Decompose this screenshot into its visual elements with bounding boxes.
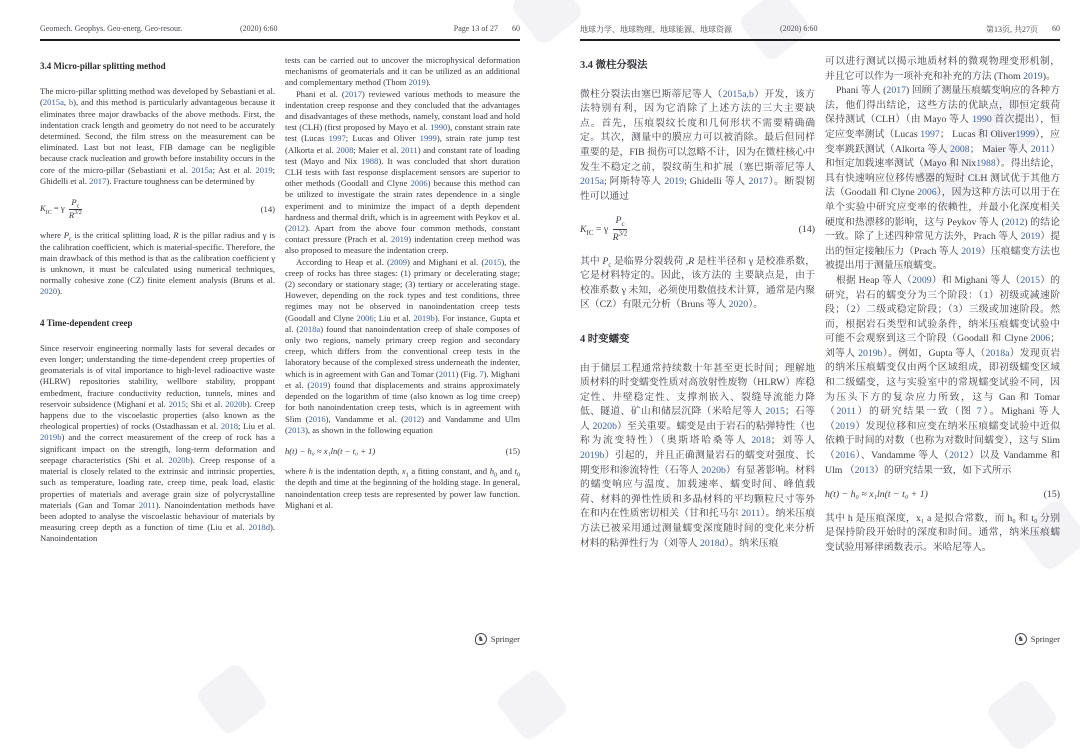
equation: $K_{IC} = \gamma$ $\frac{P_c}{R^{3/2}}$ (14) <box>580 214 815 245</box>
math-variable: h <box>308 466 313 477</box>
equation: h(t) − h₀ ≈ x₁ln(t − t₀ + 1) (15) <box>285 445 520 456</box>
citation-link[interactable]: 2020b <box>168 454 190 465</box>
citation-link[interactable]: 2019b <box>580 450 605 462</box>
paragraph: tests can be carried out to uncover the microphysical deformation mechanisms of geomaterials and it can be utilized as an additional and complementary method (Thom 2019). <box>285 55 520 88</box>
paragraph: 由于储层工程通常持续数十年甚至更长时间；理解地质材料的时变蠕变性质对高放射性废物（HLRW）库稳定性、井壁稳定性、支撑剂嵌入、裂缝导流能力降低、隧道、矿山和储层沉降（米哈尼等人 2015；石等人 2020b）至关重要。蠕变是由于岩石的粘弹特性（也称为流变特性）（奥斯塔哈桑等人 2018；刘等人 2019b）引起的，并且正确测量岩石的蠕变对强度、长期变形和渗流特性（石等人 2020b）有显著影响。材料的蠕变响应与温度、加载速率、蠕变时间、峰值载荷、材料的弹性性质和多晶材料的平均颗粒尺寸等外在和内在性质密切相关（甘和托马尔 2011）。纳米压痕方法已被采用通过测量蠕变深度随时间的变化来分析材料的粘弹性行为（刘等人 2018d）。纳米压痕 <box>580 362 816 549</box>
springer-logo-icon: ♞ <box>1015 633 1027 645</box>
journal-title: 地球力学、地球物理、地球能源、地球资源 <box>580 25 732 34</box>
text-columns <box>580 55 1060 556</box>
running-header <box>40 24 520 36</box>
citation-link[interactable]: 2017 <box>89 175 107 186</box>
math-variable: P <box>615 215 622 227</box>
math-variable: K <box>40 203 46 214</box>
citation-link[interactable]: 2015 <box>765 406 785 418</box>
math-variable: P <box>71 197 77 208</box>
citation-link[interactable]: 2018 <box>751 435 771 447</box>
paragraph: 其中 h 是压痕深度，x₁ a 是拟合常数，而 h₀ 和 t₀ 分别是保持阶段开始时的深度和时间。通常，纳米压痕蠕变试验用幂律函数表示。米哈尼等人。 <box>825 512 1060 553</box>
paragraph: where h is the indentation depth, $x_1$ a fitting constant, and $h_0$ and $t_0$ the depth and time at the beginning of the holding stage. In general, nanoindentation creep tests are represented by power law function. Mighani et al. <box>285 466 520 510</box>
paragraph: Since reservoir engineering normally lasts for several decades or even longer; understanding the time-dependent creep properties of geomaterials is of vital importance to high-level radioactive waste (HLRW) repositories stability, wellbore stability, proppant embedment, fracture conductivity reduction, tunnels, mines and reservoir subsidence (Mighani et al. 2015; Shi et al. 2020b). Creep happens due to the viscoelastic properties (also known as the rheological properties) of rocks (Ostadhassan et al. 2018; Liu et al. 2019b) and the correct measurement of the creep of rock has a significant impact on the strength, long-term deformation and seepage characteristics (Shi et al. 2020b). Creep response of a material is closely related to the extrinsic and intrinsic properties, such as temperature, loading rate, creep time, peak load, elastic properties of materials and average grain size of polycrystalline materials (Gan and Tomar 2011). Nanoindentation methods have been adopted to analyse the viscoelastic behaviour of materials by measuring creep depth as a function of time (Liu et al. 2018d). Nanoindentation <box>40 342 276 544</box>
running-header <box>580 24 1060 36</box>
math-variable: R <box>68 210 75 221</box>
paragraph: 微柱分裂法由塞巴斯蒂尼等人（2015a,b）开发，该方法特别有利，因为它消除了上述方法的三大主要缺点。首先，压痕裂纹长度和几何形状不需要精确确定。其次，测量中的膜应力可以被消除。最后但同样重要的是，FIB 损伤可以忽略不计，因为在微柱核心中发生不稳定之前，裂纹萌生和扩展（塞巴斯蒂尼等人 2015a; 阿斯特等人 2019; Ghidelli 等人 2017）。断裂韧性可以通过 <box>580 88 816 202</box>
citation-link[interactable]: 2012 <box>403 413 422 424</box>
fraction: $\frac{P_c}{R^{3/2}}$ <box>68 197 82 221</box>
citation-link[interactable]: 1988 <box>361 155 379 166</box>
citation-link[interactable]: 2006 <box>917 187 937 199</box>
citation-link[interactable]: 2018a <box>299 323 321 334</box>
header-rule <box>580 39 1060 41</box>
citation-link[interactable]: 2018d <box>700 537 725 549</box>
page-english <box>0 0 540 727</box>
publisher-footer <box>1015 633 1060 645</box>
citation-link[interactable]: 2009 <box>389 256 408 267</box>
publisher-name: Springer <box>490 634 520 644</box>
citation-link[interactable]: 7 <box>479 368 484 379</box>
citation-link[interactable]: 1997 <box>920 128 940 140</box>
math-variable: R <box>688 255 695 267</box>
math-variable: R <box>612 231 619 243</box>
equation: h(t) − h₀ ≈ x₁ln(t − t₀ + 1) (15) <box>825 488 1060 503</box>
citation-link[interactable]: 2020b <box>225 398 247 409</box>
citation-link[interactable]: 2006 <box>410 178 428 189</box>
citation-link[interactable]: 2016 <box>308 413 326 424</box>
paragraph: 其中 $P_c$ 是临界分裂载荷 ,R 是柱半径和 γ 是校准系数，它是材料特定的。因此，该方法的 主要缺点是，由于校准系数 γ 未知，必须使用数值技术计算，通常是内聚区（CZ）有限元分析（Bruns 等人 2020）。 <box>580 255 815 311</box>
section-heading: 3.4 微柱分裂法 <box>580 60 648 71</box>
article-number: 60 <box>1052 24 1060 33</box>
math-variable: h <box>489 466 494 477</box>
citation-link[interactable]: 2020 <box>40 286 58 297</box>
citation-link[interactable]: 2020b <box>592 420 617 432</box>
citation-link[interactable]: 1999 <box>1015 128 1036 140</box>
math-variable: K <box>580 224 587 236</box>
column-left <box>580 55 815 556</box>
citation-link[interactable]: 1999 <box>419 133 437 144</box>
citation-link[interactable]: 2016 <box>835 450 855 462</box>
springer-logo-icon: ♞ <box>475 633 487 645</box>
paragraph: Phani et al. (2017) reviewed various methods to measure the indentation creep response and they concluded that the advantages and disadvantages of these methods, namely, constant load and hold test (CLH) (first proposed by Mayo et al. 1990), constant strain rate test (Lucas 1997; Lucas and Oliver 1999), strain rate jump test (Alkorta et al. 2008; Maier et al. 2011) and constant rate of loading test (Mayo and Nix 1988). It was concluded that short duration CLH tests with fast response displacement sensors are superior to other methods (Goodall and Clyne 2006) because this method can be utilized to investigate the strain rates dependence in a single experiment and to minimize the impact of a depth dependent hardness and thermal drift, which is in agreement with Peykov et al. (2012). Apart from the above four common methods, constant contact pressure (Prach et al. 2019) indentation creep method was also proposed to measure the indentation creep. <box>285 88 520 256</box>
paragraph: 可以进行测试以揭示地质材料的微观物理变形机制，并且它可以作为一项补充和补充的方法 (Thom 2019)。 <box>825 56 1060 82</box>
equation-number: (15) <box>1043 489 1060 501</box>
equation: $K_{IC} = \gamma$ $\frac{P_c}{R^{3/2}}$ (14) <box>40 197 275 221</box>
citation-link[interactable]: 2011 <box>400 144 418 155</box>
column-right <box>825 55 1060 556</box>
citation-link[interactable]: 7 <box>976 406 982 418</box>
equation-number: (14) <box>798 223 815 235</box>
citation-link[interactable]: 2013 <box>854 464 875 476</box>
section-heading: 3.4 Micro-pillar splitting method <box>40 61 166 71</box>
publisher-name: Springer <box>1030 634 1060 644</box>
fraction: $\frac{P_c}{R^{3/2}}$ <box>612 215 628 243</box>
citation-link[interactable]: 2009 <box>912 274 932 286</box>
citation-link[interactable]: 2020 <box>728 299 749 311</box>
citation-link[interactable]: 2012 <box>287 223 306 234</box>
page-chinese <box>540 0 1080 727</box>
citation-link[interactable]: 2011 <box>1030 143 1051 155</box>
paragraph: Phani 等人 (2017) 回顾了测量压痕蠕变响应的各种方法，他们得出结论，这些方法的优缺点，即恒定载荷保持测试（CLH）（由 Mayo 等人 1990 首次提出），恒定应变率测试（Lucas 1997； Lucas 和 Oliver1999），应变率跳跃测试（Alkorta 等人 2008； Maier 等人 2011）和恒定加载速率测试（Mayo 和 Nix1988）。得出结论，具有快速响应位移传感器的短时 CLH 测试优于其他方法（Goodall 和 Clyne 2006），因为这种方法可以用于在单个实验中研究应变率的依赖性，并最小化深度相关硬度和热漂移的影响，这与 Peykov 等人 (2012) 的结论一致。除了上述四种常见方法外，Prach 等人 2019）提出的恒定接触压力（Prach 等人 2019）压痕蠕变方法也被提出用于测量压痕蠕变。 <box>825 85 1061 272</box>
citation-link[interactable]: 2011 <box>741 508 761 520</box>
column-left <box>40 55 275 545</box>
citation-link[interactable]: 2015a <box>42 97 64 108</box>
citation-link[interactable]: 2019 <box>255 164 273 175</box>
citation-link[interactable]: 2019b <box>413 312 435 323</box>
citation-link[interactable]: 2019 <box>1023 70 1043 82</box>
citation-link[interactable]: 1988 <box>976 158 996 170</box>
citation-link[interactable]: 2019b <box>858 347 883 359</box>
section-heading: 4 Time-dependent creep <box>40 317 133 328</box>
citation-link[interactable]: 2019 <box>961 245 981 257</box>
publisher-footer <box>475 633 520 645</box>
citation-link[interactable]: 2019b <box>40 432 62 443</box>
issue-info: (2020) 6:60 <box>780 24 818 33</box>
citation-link[interactable]: 2012 <box>1004 216 1025 228</box>
page-info: 第13页, 共27页 <box>986 25 1038 34</box>
citation-link[interactable]: 2019 <box>1020 231 1041 243</box>
citation-link[interactable]: 2006 <box>356 312 374 323</box>
text-columns <box>40 55 520 545</box>
citation-link[interactable]: 2017 <box>886 85 907 97</box>
citation-link[interactable]: 2017 <box>748 176 769 188</box>
page-info: Page 13 of 27 <box>453 24 498 33</box>
paragraph: where $P_c$ is the critical splitting load, R is the pillar radius and γ is the calibration coefficient, which is material-specific. Therefore, the main drawback of this method is that as the calibration coefficient γ is unknown, it must be calculated using numerical techniques, normally cohesive zone (CZ) finite element analysis (Bruns et al. 2020). <box>40 230 275 297</box>
citation-link[interactable]: 1997 <box>328 133 346 144</box>
citation-link[interactable]: 2015a <box>191 164 213 175</box>
citation-link[interactable]: 2018d <box>248 522 270 533</box>
citation-link[interactable]: 2015 <box>1020 274 1040 286</box>
citation-link[interactable]: 2006 <box>1030 333 1051 345</box>
citation-link[interactable]: 2015a,b <box>722 88 754 100</box>
citation-link[interactable]: 2011 <box>138 499 156 510</box>
citation-link[interactable]: 2019 <box>664 176 685 188</box>
citation-link[interactable]: 2019 <box>391 234 409 245</box>
page-chinese-content <box>540 0 1080 703</box>
citation-link[interactable]: 2019 <box>408 77 426 88</box>
math-variable: x <box>401 466 406 477</box>
citation-link[interactable]: 2011 <box>836 406 856 418</box>
equation-number: (14) <box>260 203 275 214</box>
math-variable: P <box>63 230 69 241</box>
equation-number: (15) <box>505 445 520 456</box>
math-variable: R <box>173 230 179 241</box>
math-variable: t <box>514 466 517 477</box>
citation-link[interactable]: 2011 <box>438 368 456 379</box>
citation-link[interactable]: 2020b <box>701 464 726 476</box>
citation-link[interactable]: 2015 <box>484 256 502 267</box>
citation-link[interactable]: 2019 <box>310 379 328 390</box>
citation-link[interactable]: 2012 <box>949 450 969 462</box>
paragraph: 根据 Heap 等人（2009）和 Mighani 等人（2015）的研究，岩石的蠕变分为三个阶段：（1）初级或减速阶段；（2）二级或稳定阶段；（3）三级或加速阶段。然而，根据岩石类型和试验条件，纳米压痕蠕变试验中可能不会观察到这三个阶段（Goodall 和 Clyne 2006；刘等人 2019b）。例如，Gupta 等人（2018a）发现页岩的纳米压痕蠕变仅由两个区域组成，即初级蠕变区域和二级蠕变，这与实验室中的常规蠕变试验不同，因为压头下方的复杂应力所致，这与 Gan 和 Tomar （2011）的研究结果一致（图 7）。Mighani 等人（2019）发现位移和应变在纳米压痕蠕变试验中近似依赖于时间的对数（也称为对数时间蠕变），这与 Slim （2016）、Vandamme 等人（2012）以及 Vandamme 和 Ulm （2013）的研究结果一致，如下式所示 <box>825 274 1061 476</box>
section-heading: 4 时变蠕变 <box>580 333 630 345</box>
citation-link[interactable]: 2017 <box>344 88 362 99</box>
citation-link[interactable]: 2015a <box>580 176 604 188</box>
citation-link[interactable]: 2018 <box>220 421 239 432</box>
header-rule <box>40 39 520 41</box>
citation-link[interactable]: 2015 <box>168 398 186 409</box>
issue-info: (2020) 6:60 <box>240 24 278 33</box>
citation-link[interactable]: 2013 <box>287 424 306 435</box>
citation-link[interactable]: 1990 <box>972 114 992 126</box>
citation-link[interactable]: b <box>68 97 74 108</box>
math-variable: P <box>602 255 609 267</box>
citation-link[interactable]: 2008 <box>336 144 354 155</box>
citation-link[interactable]: 2018a <box>985 347 1010 359</box>
article-number: 60 <box>512 24 520 33</box>
paragraph: According to Heap et al. (2009) and Mighani et al. (2015), the creep of rocks has three stages: (1) primary or decelerating stage; (2) secondary or stationary stage; (3) tertiary or accelerating stage. However, depending on the rock types and test conditions, three regimes may not be observed in nanoindentation creep tests (Goodall and Clyne 2006; Liu et al. 2019b). For instance, Gupta et al. (2018a) found that nanoindentation creep of shale composes of only two regions, namely primary creep region and secondary creep, which differs from the conventional creep tests in the laboratory because of the complexed stress underneath the indenter, which is in agreement with Gan and Tomar (2011) (Fig. 7). Mighani et al. (2019) found that displacements and strains approximately depended on the logarithm of time (also known as log time creep) for both nanoindentation creep tests, which is in agreement with Slim (2016), Vandamme et al. (2012) and Vandamme and Ulm (2013), as shown in the following equation <box>285 256 521 435</box>
page-english-content <box>0 0 540 703</box>
journal-title: Geomech. Geophys. Geo-energ. Geo-resour. <box>40 24 183 33</box>
citation-link[interactable]: 2019 <box>835 420 855 432</box>
column-right <box>285 55 520 545</box>
paragraph: The micro-pillar splitting method was developed by Sebastiani et al. (2015a, b), and this method is particularly advantageous because it eliminates three major drawbacks of the above methods. First, the indentation crack length and geometry do not need to be accurately determined. Second, the film stress on the measurement can be eliminated. Last but not least, FIB damage can be negligible because crack nucleation and growth before instability occurs in the core of the micro-pillar (Sebastiani et al. 2015a; Ast et al. 2019; Ghidelli et al. 2017). Fracture toughness can be determined by <box>40 86 276 186</box>
citation-link[interactable]: 2008 <box>950 143 970 155</box>
citation-link[interactable]: 1990 <box>430 122 448 133</box>
